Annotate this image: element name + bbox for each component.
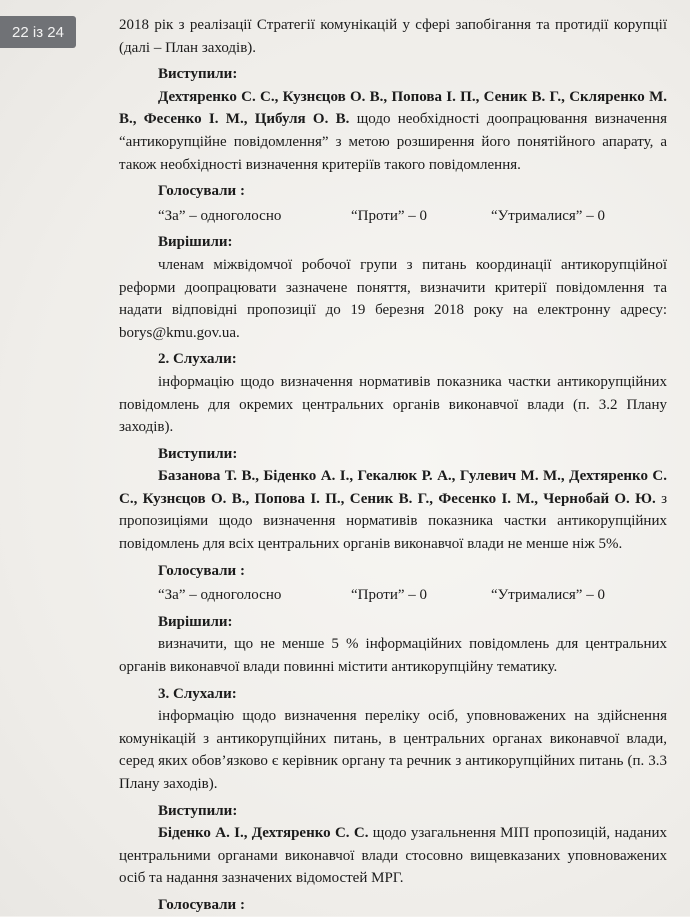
s2-decision-heading: Вирішили: [158, 613, 233, 630]
s2-spoke-text: з пропозиціями щодо визначення нормативів показника частки антикорупційних повідомлень для всіх центральних органів виконавчої влади не менше ніж 5%. [119, 490, 667, 553]
s3-heading: 3. Слухали: [158, 685, 237, 702]
s2-heading: 2. Слухали: [158, 351, 237, 368]
s2-spoke-paragraph [119, 465, 667, 555]
s3-spoke-heading: Виступили: [158, 802, 238, 819]
vote-for: “За” – одноголосно [158, 587, 282, 604]
s2-vote-results [119, 584, 667, 607]
vote-for: “За” – одноголосно [158, 207, 282, 224]
s1-spoke-paragraph [119, 86, 667, 176]
vote-against: “Проти” – 0 [351, 207, 428, 224]
page-indicator: 22 із 24 [0, 16, 76, 48]
vote-abstain: “Утрималися” – 0 [491, 587, 605, 604]
s1-speakers: Дехтяренко С. С., Кузнєцов О. В., Попова І. П., Сеник В. Г., Скляренко М. В., Фесенко І. М., Цибуля О. В. [119, 88, 667, 128]
s3-spoke-paragraph [119, 822, 667, 890]
s3-text: інформацію щодо визначення переліку осіб, уповноважених на здійснення комунікацій з антикорупційних питань, в центральних органах виконавчої влади, серед яких обов’язково є керівник органу та речник з антикорупційних питань (п. 3.3 Плану заходів). [119, 708, 667, 792]
s2-vote-heading: Голосували : [158, 562, 245, 579]
s1-decision-text: членам міжвідомчої робочої групи з питань координації антикорупційної реформи доопрацювати зазначене поняття, визначити критерії повідомлення та надати відповідні пропозиції до 19 березня 2018 року на електронну адресу: borys@kmu.gov.ua. [119, 256, 667, 341]
vote-abstain: “Утрималися” – 0 [491, 207, 605, 224]
document-body [119, 14, 667, 917]
s3-spoke-text: щодо узагальнення МІП пропозицій, наданих центральними органами виконавчої влади стосовно вищевказаних уповноважених осіб та надання зазначених відомостей МРГ. [119, 825, 667, 887]
s1-vote-heading: Голосували : [158, 183, 245, 200]
s2-decision-text: визначити, що не менше 5 % інформаційних повідомлень для центральних органів виконавчої влади повинні містити антикорупційну тематику. [119, 636, 667, 676]
s2-spoke-heading: Виступили: [158, 445, 238, 462]
s1-spoke-text: щодо необхідності доопрацювання визначення “антикорупційне повідомлення” з метою розширення його понятійного апарату, а також необхідності визначення критеріїв такого повідомлення. [119, 111, 667, 173]
vote-against: “Проти” – 0 [351, 587, 428, 604]
paragraph-continued: 2018 рік з реалізації Стратегії комунікацій у сфері запобігання та протидії корупції (далі – План заходів). [119, 17, 667, 56]
s1-spoke-heading: Виступили: [158, 66, 238, 83]
s3-speakers: Біденко А. І., Дехтяренко С. С. [158, 825, 369, 842]
s1-vote-results [119, 205, 667, 228]
s1-decision-heading: Вирішили: [158, 234, 233, 251]
s2-text: інформацію щодо визначення нормативів показника частки антикорупційних повідомлень для окремих центральних органів виконавчої влади (п. 3.2 Плану заходів). [119, 373, 667, 436]
s3-vote-heading: Голосували : [158, 896, 245, 913]
s2-speakers: Базанова Т. В., Біденко А. І., Гекалюк Р. А., Гулевич М. М., Дехтяренко С. С., Кузнєцов О. В., Попова І. П., Сеник В. Г., Фесенко І. М., Чернобай О. Ю. [119, 468, 667, 507]
